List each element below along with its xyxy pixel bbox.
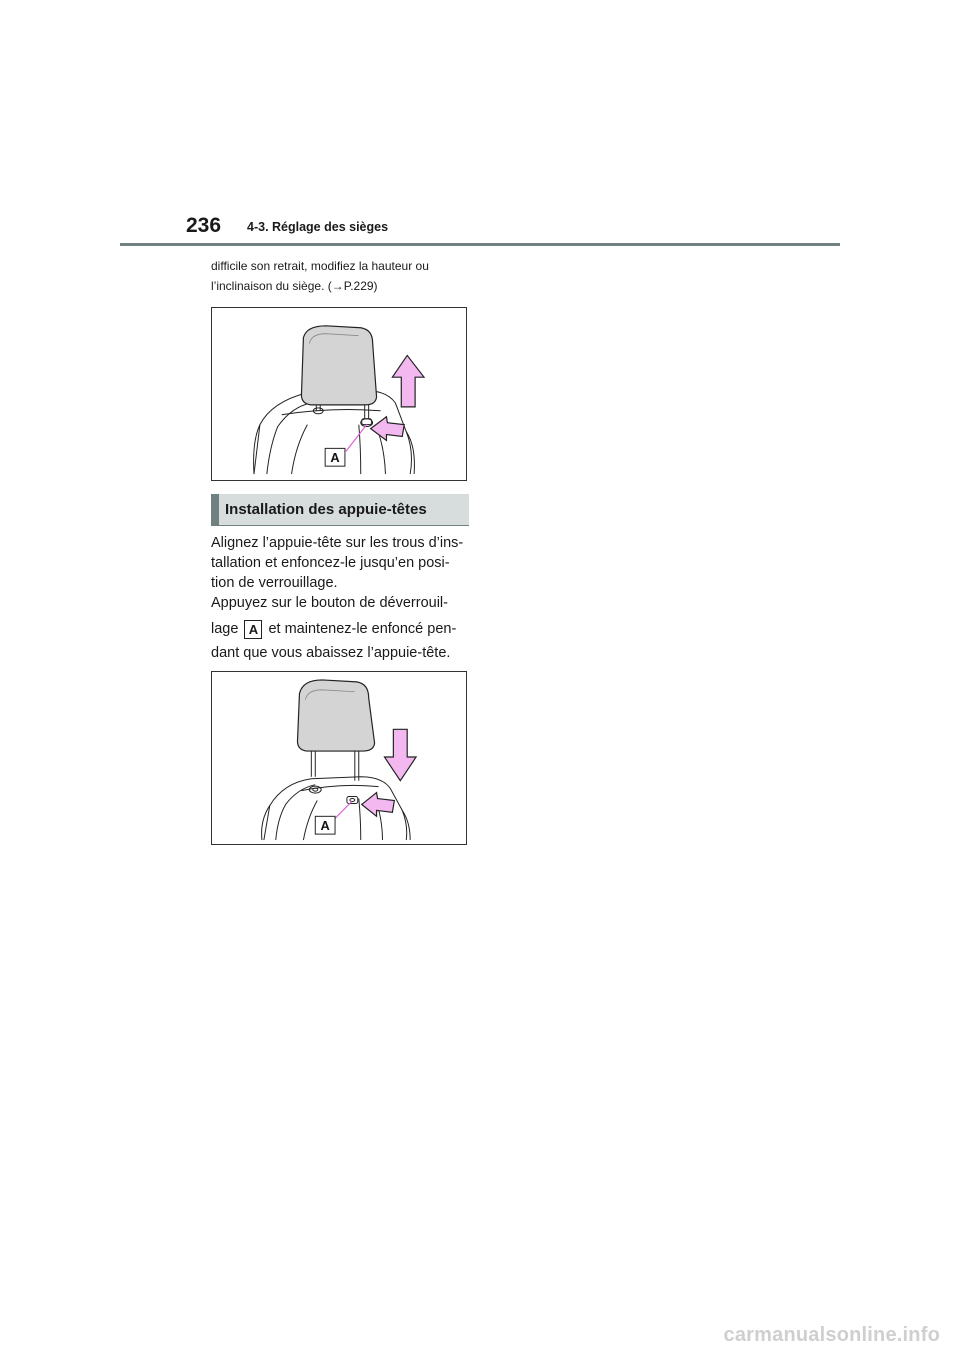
body-line-2: tallation et enfoncez-le jusqu’en posi- xyxy=(211,555,450,571)
push-arrow-icon xyxy=(371,417,405,441)
figure-1-label: A xyxy=(330,450,340,466)
arrow-down-icon xyxy=(384,729,416,780)
body-line-1: Alignez l’appuie-tête sur les trous d’ins- xyxy=(211,535,464,551)
figure-2-label: A xyxy=(320,818,330,834)
instruction-text xyxy=(211,533,473,663)
arrow-right-icon: → xyxy=(331,279,344,293)
watermark: carmanualsonline.info xyxy=(723,1324,940,1346)
figure-headrest-installation xyxy=(211,671,467,845)
body-line-5-prefix: lage xyxy=(211,621,239,637)
subheading-installation: Installation des appuie-têtes xyxy=(211,494,469,526)
inline-label-a: A xyxy=(244,620,262,639)
intro-line-2-prefix: l’inclinaison du siège. ( xyxy=(211,279,332,293)
arrow-up-icon xyxy=(392,355,424,406)
section-title: 4-3. Réglage des sièges xyxy=(247,220,389,234)
intro-text xyxy=(211,256,481,296)
body-line-3: tion de verrouillage. xyxy=(211,575,338,591)
push-arrow-icon xyxy=(362,793,395,817)
body-line-4: Appuyez sur le bouton de déverrouil- xyxy=(211,595,448,611)
figure-headrest-removal xyxy=(211,307,467,481)
intro-line-2 xyxy=(211,276,481,296)
header-rule xyxy=(120,243,840,246)
body-line-5 xyxy=(211,619,473,639)
body-line-6: dant que vous abaissez l’appuie-tête. xyxy=(211,645,451,661)
page-number: 236 xyxy=(186,214,222,237)
page-reference: P.229) xyxy=(343,279,378,293)
intro-line-1: difficile son retrait, modifiez la hauteur ou xyxy=(211,259,429,273)
body-line-5-suffix: et maintenez-le enfoncé pen- xyxy=(268,621,457,637)
